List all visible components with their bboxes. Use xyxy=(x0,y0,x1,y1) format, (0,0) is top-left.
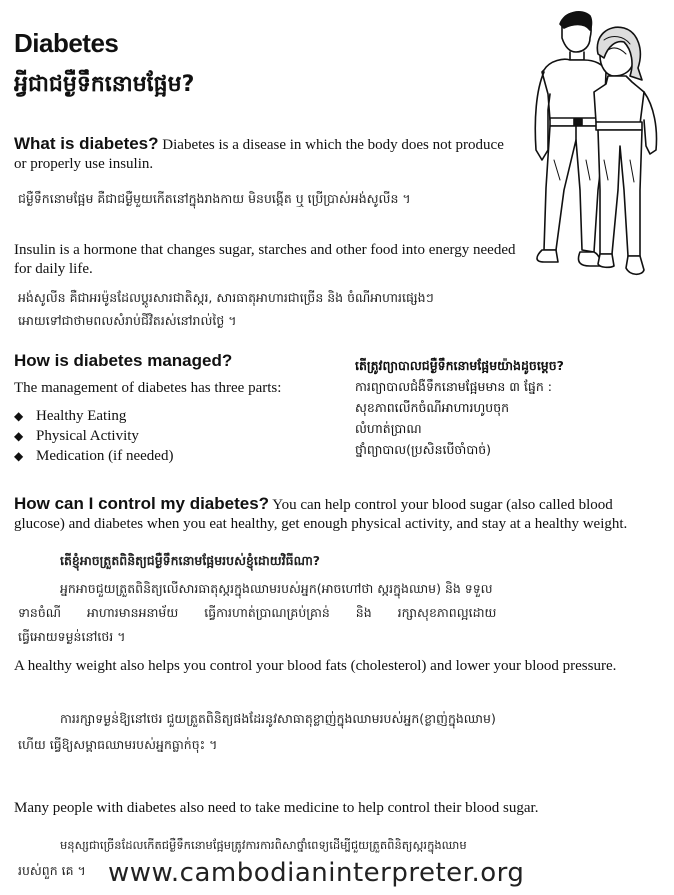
managed-khmer-intro: ការព្យាបាលជំងឺទឹកនោមផ្អែមមាន ៣ ផ្នែក : xyxy=(355,379,552,394)
medicine-khmer-line-1: មនុស្សជាច្រើនដែលកើតជម្ងឺទឹកនោមផ្អែមត្រូវការការពិសាថ្នាំពេទ្យដើម្បីជួយត្រួតពិនិត្យស្ករក្នុងឈាម xyxy=(60,838,467,852)
control-khmer-line-2: ទានចំណី អាហារមានអនាម័យ ធ្វើការហាត់ប្រាណគ្រប់គ្រាន់ និង រក្សាសុខភាពល្អដោយ xyxy=(18,605,497,620)
control-khmer-line-1: អ្នកអាចជួយត្រួតពិនិត្យលើសារធាតុស្ករក្នុងឈាមរបស់អ្នក(អាចហៅថា ស្ករក្នុងឈាម) និង ទទួល xyxy=(60,581,493,596)
control-paragraph xyxy=(14,494,654,534)
diamond-bullet-icon: ◆ xyxy=(14,429,24,443)
website-url[interactable]: www.cambodianinterpreter.org xyxy=(108,858,525,888)
managed-khmer-item: សុខភាពលើកចំណីអាហារហូបចុក xyxy=(355,400,510,415)
medicine-khmer-line-2: របស់ពួក គេ ។ xyxy=(18,863,86,878)
what-is-diabetes-paragraph xyxy=(14,134,514,174)
control-text: You can help control your blood sugar (also called blood glucose) and diabetes when you eat healthy, get enough physical activity, and stay at a healthy weight. xyxy=(14,497,628,532)
managed-khmer-heading: តើត្រូវព្យាបាលជម្ងឺទឹកនោមផ្អែមយ៉ាងដូចម្ដេច? xyxy=(355,358,564,373)
couple-illustration xyxy=(520,10,666,282)
managed-intro: The management of diabetes has three parts: xyxy=(14,380,282,396)
what-is-diabetes-heading: What is diabetes? xyxy=(14,134,159,153)
diamond-bullet-icon: ◆ xyxy=(14,409,24,423)
managed-list xyxy=(14,406,334,466)
weight-khmer-line-2: ហើយ ធ្វើឱ្យសម្ពាធឈាមរបស់អ្នកធ្លាក់ចុះ ។ xyxy=(18,737,218,752)
list-item: ◆ Physical Activity xyxy=(14,428,139,444)
diamond-bullet-icon: ◆ xyxy=(14,449,24,463)
what-is-diabetes-text: Diabetes is a disease in which the body does not produce or properly use insulin. xyxy=(14,137,504,172)
weight-khmer-line-1: ការរក្សាទម្ងន់ឱ្យនៅថេរ ជួយត្រួតពិនិត្យផងដែរនូវសាធាតុខ្លាញ់ក្នុងឈាមរបស់អ្នក(ខ្លាញ់ក្នុងឈាម) xyxy=(60,711,496,726)
control-khmer-line-3: ធ្វើអោយទម្ងន់នៅថេរ ។ xyxy=(18,629,126,644)
list-item: ◆ Medication (if needed) xyxy=(14,448,174,464)
insulin-khmer-line-1: អង់សូលីន គឺជាអរម៉ូនដែលប្ដូរសារជាតិស្ករ, សារធាតុអាហារជាច្រើន និង ចំណីអាហារផ្សេងៗ xyxy=(18,290,434,305)
insulin-paragraph: Insulin is a hormone that changes sugar, starches and other food into energy needed for daily life. xyxy=(14,242,516,277)
managed-khmer-item: ថ្នាំព្យាបាល(ប្រសិនបើចាំបាច់) xyxy=(355,442,492,457)
list-item: ◆ Healthy Eating xyxy=(14,408,127,424)
managed-heading: How is diabetes managed? xyxy=(14,351,233,370)
page-title-khmer: អ្វីជាជម្ងឺទឹកនោមផ្អែម? xyxy=(14,72,195,97)
control-khmer-heading: តើខ្ញុំអាចត្រួតពិនិត្យជម្ងឺទឹកនោមផ្អែមរបស់ខ្ញុំដោយវិធីណា? xyxy=(60,553,321,568)
control-heading: How can I control my diabetes? xyxy=(14,494,270,513)
page-title: Diabetes xyxy=(14,28,119,58)
managed-khmer-block xyxy=(355,355,655,460)
medicine-paragraph: Many people with diabetes also need to take medicine to help control their blood sugar. xyxy=(14,800,539,816)
managed-khmer-item: លំហាត់ប្រាណ xyxy=(355,421,422,436)
insulin-khmer-line-2: អោយទៅជាថាមពលសំរាប់ជីវិតរស់នៅរាល់ថ្ងៃ ។ xyxy=(18,313,237,328)
weight-paragraph: A healthy weight also helps you control your blood fats (cholesterol) and lower your blood pressure. xyxy=(14,658,617,674)
what-is-diabetes-khmer: ជម្ងឺទឹកនោមផ្អែម គឺជាជម្ងឺមួយកើតនៅក្នុងរាងកាយ មិនបង្កើត ឬ ប្រើប្រាស់អង់សូលីន ។ xyxy=(18,191,411,206)
